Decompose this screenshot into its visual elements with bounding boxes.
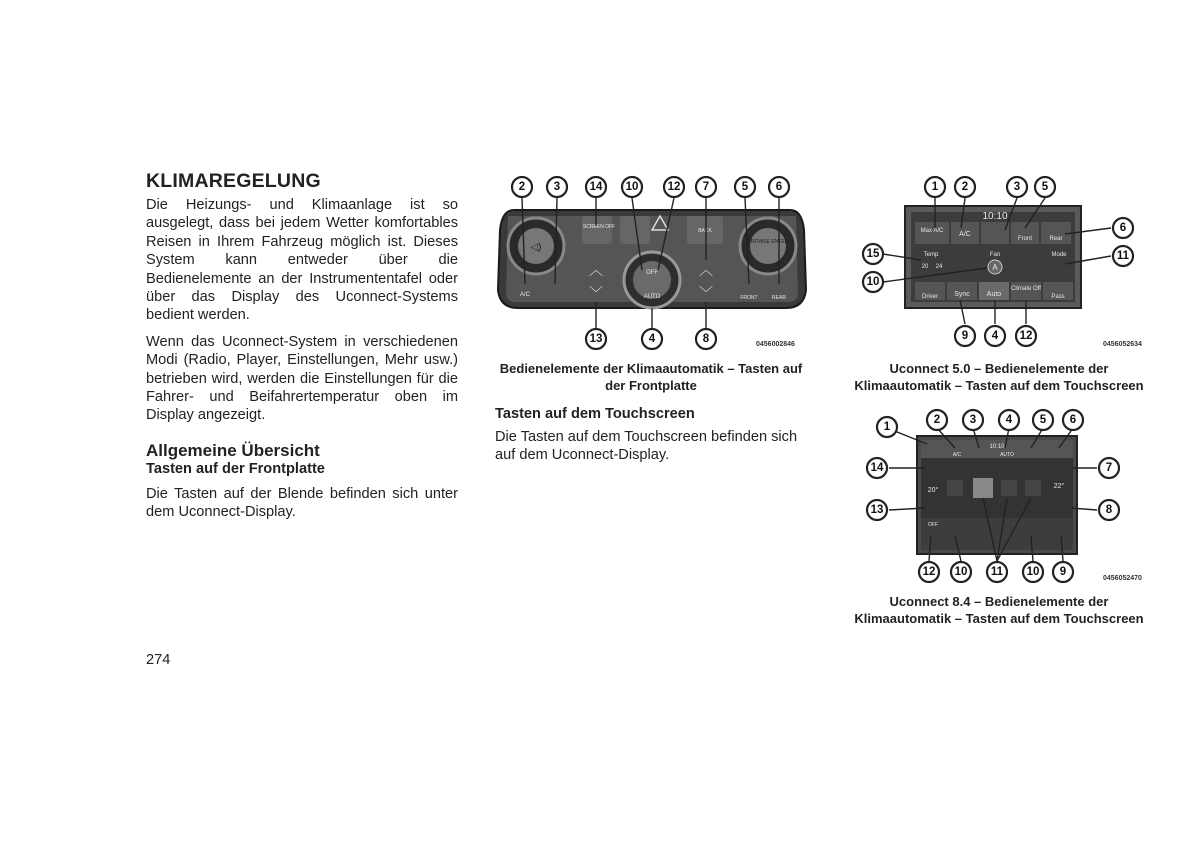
figure-code: 0456002846 <box>756 341 795 348</box>
svg-text:10:10: 10:10 <box>989 444 1005 450</box>
svg-text:9: 9 <box>961 330 969 342</box>
svg-text:12: 12 <box>1019 330 1033 342</box>
svg-text:1: 1 <box>883 421 891 433</box>
callout-15 <box>863 244 883 264</box>
callout-4 <box>999 410 1019 430</box>
svg-text:SCREEN OFF: SCREEN OFF <box>582 224 616 230</box>
svg-text:﹀: ﹀ <box>699 285 713 301</box>
callout-11 <box>1113 246 1133 266</box>
svg-text:12: 12 <box>922 566 936 578</box>
callout-10 <box>951 562 971 582</box>
svg-text:AUTO: AUTO <box>643 294 661 300</box>
svg-text:5: 5 <box>1041 181 1049 193</box>
figure-code: 0456052634 <box>1103 341 1142 348</box>
svg-text:13: 13 <box>589 333 603 345</box>
u84-caption: Uconnect 8.4 – Bedienelemente der Klimaautomatik – Tasten auf dem Touchscreen <box>854 594 1144 626</box>
svg-text:Fan: Fan <box>989 252 1001 258</box>
svg-text:Auto: Auto <box>986 291 1002 298</box>
svg-text:2: 2 <box>961 181 969 193</box>
svg-text:11: 11 <box>990 566 1004 578</box>
middle-column <box>495 361 807 465</box>
callout-3 <box>1007 177 1027 197</box>
callout-12 <box>664 177 684 197</box>
callout-10b <box>1023 562 1043 582</box>
callout-7 <box>1099 458 1119 478</box>
svg-text:Temp: Temp <box>923 252 939 258</box>
svg-text:3: 3 <box>1013 181 1021 193</box>
svg-text:6: 6 <box>1119 222 1127 234</box>
callout-3 <box>547 177 567 197</box>
svg-text:︿: ︿ <box>699 262 713 278</box>
touch-paragraph: Die Tasten auf dem Touchscreen befinden sich auf dem Uconnect-Display. <box>495 429 798 464</box>
svg-text:22°: 22° <box>1053 483 1065 490</box>
svg-text:Front: Front <box>1017 236 1033 242</box>
svg-text:10: 10 <box>954 566 968 578</box>
section-title: KLIMAREGELUNG <box>146 170 321 192</box>
overview-heading: Allgemeine Übersicht <box>146 440 320 460</box>
modes-paragraph: Wenn das Uconnect-System in verschiedenen Modi (Radio, Player, Einstellungen, Mehr usw.) betrieben wird, werden die Einstellungen für die Fahrer- und Beifahrertemperatur oben im Display angezeigt. <box>146 333 458 424</box>
svg-text:13: 13 <box>870 504 884 516</box>
svg-text:8: 8 <box>702 333 710 345</box>
svg-text:6: 6 <box>775 181 783 193</box>
svg-text:3: 3 <box>969 414 977 426</box>
front-panel-caption: Bedienelemente der Klimaautomatik – Tasten auf der Frontplatte <box>499 361 803 393</box>
svg-text:﹀: ﹀ <box>589 285 603 301</box>
svg-text:5: 5 <box>1039 414 1047 426</box>
svg-text:3: 3 <box>553 181 561 193</box>
svg-text:24: 24 <box>935 264 943 270</box>
svg-text:12: 12 <box>667 181 681 193</box>
svg-text:A/C: A/C <box>959 231 971 238</box>
svg-text:20°: 20° <box>927 487 939 494</box>
svg-text:1: 1 <box>931 181 939 193</box>
callout-13 <box>867 500 887 520</box>
svg-text:10: 10 <box>866 276 880 288</box>
callout-1 <box>925 177 945 197</box>
svg-text:2: 2 <box>933 414 941 426</box>
callout-7 <box>696 177 716 197</box>
callout-10 <box>863 272 883 292</box>
callout-10 <box>622 177 642 197</box>
svg-text:Mode: Mode <box>1051 252 1067 258</box>
front-panel-figure <box>492 170 812 355</box>
callout-1 <box>877 417 897 437</box>
callout-5 <box>1033 410 1053 430</box>
svg-text:5: 5 <box>741 181 749 193</box>
svg-text:6: 6 <box>1069 414 1077 426</box>
callout-9 <box>955 326 975 346</box>
callout-2 <box>927 410 947 430</box>
u50-caption-wrap <box>843 361 1155 394</box>
svg-text:7: 7 <box>1105 462 1113 474</box>
left-column <box>146 170 458 522</box>
callout-3 <box>963 410 983 430</box>
svg-text:A: A <box>992 263 998 272</box>
svg-text:︿: ︿ <box>589 262 603 278</box>
svg-text:REAR: REAR <box>772 295 786 301</box>
svg-text:2: 2 <box>518 181 526 193</box>
svg-text:10: 10 <box>1026 566 1040 578</box>
svg-text:OFF: OFF <box>928 522 938 528</box>
u84-caption-wrap <box>843 594 1155 627</box>
page-number: 274 <box>146 652 171 668</box>
svg-text:FRONT: FRONT <box>740 295 758 301</box>
callout-9 <box>1053 562 1073 582</box>
svg-text:9: 9 <box>1059 566 1067 578</box>
svg-text:AUTO: AUTO <box>1000 452 1014 458</box>
svg-text:4: 4 <box>1005 414 1013 426</box>
figure-code: 0456052470 <box>1103 575 1142 582</box>
svg-text:Driver: Driver <box>922 294 938 300</box>
callout-12 <box>919 562 939 582</box>
uconnect-84-figure <box>855 408 1155 588</box>
svg-text:Rear: Rear <box>1049 236 1063 242</box>
svg-text:A/C: A/C <box>952 452 962 458</box>
callout-14 <box>586 177 606 197</box>
svg-text:4: 4 <box>648 333 656 345</box>
front-panel-heading: Tasten auf der Frontplatte <box>146 460 325 477</box>
svg-text:BACK: BACK <box>698 228 712 234</box>
callout-4 <box>642 329 662 349</box>
svg-text:Climate Off: Climate Off <box>1011 286 1041 292</box>
svg-text:Max A/C: Max A/C <box>920 228 944 234</box>
callout-2 <box>512 177 532 197</box>
intro-paragraph: Die Heizungs- und Klimaanlage ist so ausgelegt, dass bei jedem Wetter komfortables Reisen in Ihrem Fahrzeug möglich ist. Dieses System kann entweder über die Bedienelemente an der Instrumententafel oder über das Display des Uconnect-Systems bedient werden. <box>146 197 458 324</box>
u50-caption: Uconnect 5.0 – Bedienelemente der Klimaautomatik – Tasten auf dem Touchscreen <box>854 361 1144 393</box>
callout-6 <box>1113 218 1133 238</box>
svg-text:11: 11 <box>1116 250 1130 262</box>
front-panel-paragraph: Die Tasten auf der Blende befinden sich unter dem Uconnect-Display. <box>146 485 458 521</box>
callout-8 <box>696 329 716 349</box>
callout-2 <box>955 177 975 197</box>
svg-text:BROWSE ENTER: BROWSE ENTER <box>747 239 789 245</box>
svg-text:15: 15 <box>866 248 880 260</box>
svg-text:4: 4 <box>991 330 999 342</box>
svg-text:Pass: Pass <box>1051 294 1065 300</box>
svg-text:A/C: A/C <box>519 292 531 298</box>
callout-14 <box>867 458 887 478</box>
svg-text:Sync: Sync <box>954 291 970 298</box>
svg-text:14: 14 <box>589 181 603 193</box>
callout-6 <box>1063 410 1083 430</box>
svg-text:10:10: 10:10 <box>982 211 1008 222</box>
callout-12 <box>1016 326 1036 346</box>
svg-text:7: 7 <box>702 181 710 193</box>
callout-11 <box>987 562 1007 582</box>
uconnect-5-figure <box>855 172 1155 352</box>
callout-4 <box>985 326 1005 346</box>
callout-13 <box>586 329 606 349</box>
callout-8 <box>1099 500 1119 520</box>
svg-text:8: 8 <box>1105 504 1113 516</box>
callout-6 <box>769 177 789 197</box>
svg-text:OFF: OFF <box>646 270 658 276</box>
svg-text:20: 20 <box>921 264 929 270</box>
callout-5 <box>1035 177 1055 197</box>
svg-text:10: 10 <box>625 181 639 193</box>
callout-5 <box>735 177 755 197</box>
svg-text:◁): ◁) <box>530 242 542 253</box>
touch-heading: Tasten auf dem Touchscreen <box>495 406 695 422</box>
svg-text:14: 14 <box>870 462 884 474</box>
